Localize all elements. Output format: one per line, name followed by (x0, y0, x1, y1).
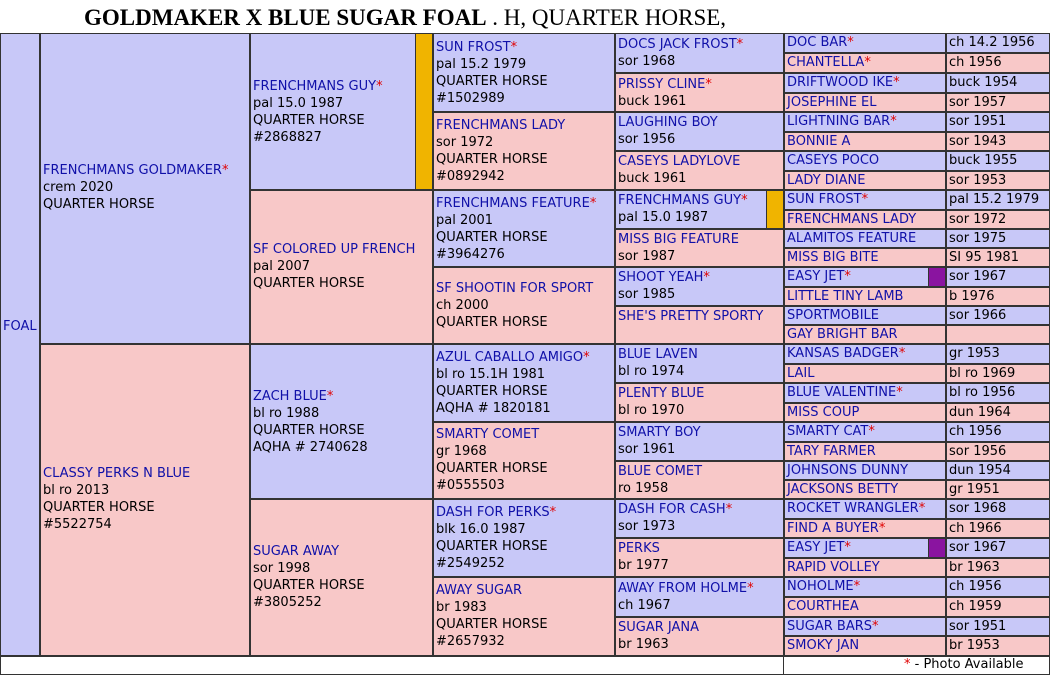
gen4-link[interactable]: CASEYS LADYLOVE (618, 154, 741, 169)
gen4-link[interactable]: AWAY FROM HOLME (618, 581, 748, 596)
gen5-link[interactable]: JACKSONS BETTY (787, 482, 899, 497)
photo-star: * (736, 37, 744, 52)
photo-star: * (703, 270, 710, 285)
gen5-info-cell: sor 1972 (946, 210, 1050, 229)
gen5-name-cell (784, 33, 946, 53)
gen5-info-cell: buck 1955 (946, 151, 1050, 171)
gen5-link[interactable]: EASY JET (787, 269, 845, 284)
gen2-ss-cell (250, 33, 433, 190)
gen5-link[interactable]: BONNIE A (787, 134, 851, 149)
gen5-link[interactable]: MISS COUP (787, 405, 860, 420)
gen3-reg: #2657932 (436, 634, 505, 649)
gen5-name-cell (784, 344, 946, 364)
gen3-link[interactable]: AZUL CABALLO AMIGO (436, 350, 584, 365)
gen4-link[interactable]: MISS BIG FEATURE (618, 232, 739, 247)
gen4-detail: buck 1961 (618, 171, 687, 186)
gen2-ss-reg: #2868827 (253, 130, 322, 145)
gen4-detail: sor 1968 (618, 54, 676, 69)
photo-star: * (549, 505, 557, 520)
gen5-link[interactable]: FIND A BUYER (787, 521, 879, 536)
photo-legend (904, 657, 1024, 672)
gen2-ds-detail: bl ro 1988 (253, 406, 320, 421)
gen5-name-cell (784, 93, 946, 112)
photo-star: * (705, 77, 712, 92)
gen4-cell (615, 499, 784, 538)
gen4-detail: buck 1961 (618, 94, 687, 109)
gen4-link[interactable]: PERKS (618, 541, 660, 556)
gen4-detail: sor 1956 (618, 132, 676, 147)
gen4-cell (615, 33, 784, 73)
page-title (84, 3, 1044, 33)
gen5-name-cell (784, 519, 946, 538)
gen5-info-cell: sor 1953 (946, 171, 1050, 190)
gen5-info-cell: sor 1951 (946, 112, 1050, 132)
gen5-name-cell (784, 190, 946, 210)
gen5-link[interactable]: SPORTMOBILE (787, 308, 880, 323)
photo-star: * (747, 581, 754, 596)
gen5-link[interactable]: SMOKY JAN (787, 638, 860, 653)
photo-star: * (864, 55, 871, 70)
foal-cell (0, 33, 40, 656)
gen1-dam-link[interactable]: CLASSY PERKS N BLUE (43, 466, 191, 481)
gen5-name-cell (784, 325, 946, 344)
gen3-cell (433, 499, 615, 577)
gen5-info-cell: buck 1954 (946, 73, 1050, 93)
purple-marker (928, 267, 946, 287)
gen5-name-cell (784, 364, 946, 383)
gen2-dd-reg: #3805252 (253, 595, 322, 610)
gen4-link[interactable]: FRENCHMANS GUY (618, 193, 742, 208)
gen4-detail: bl ro 1970 (618, 403, 685, 418)
gen4-detail: pal 15.0 1987 (618, 210, 709, 225)
gen4-link[interactable]: SUGAR JANA (618, 620, 700, 635)
gen5-name-cell (784, 287, 946, 306)
photo-star: * (853, 579, 861, 594)
gen3-breed: QUARTER HORSE (436, 461, 548, 476)
gen5-name-cell (784, 538, 946, 558)
gen5-name-cell (784, 442, 946, 461)
gen5-info-cell: sor 1957 (946, 93, 1050, 112)
gen4-cell (615, 617, 784, 656)
gen5-link[interactable]: ROCKET WRANGLER (787, 501, 919, 516)
photo-star: * (376, 79, 383, 94)
gen4-cell (615, 306, 784, 344)
gen1-sire-cell (40, 33, 250, 344)
gen1-dam-breed: QUARTER HORSE (43, 500, 155, 515)
gen5-link[interactable]: RAPID VOLLEY (787, 560, 880, 575)
gen3-link[interactable]: FRENCHMANS LADY (436, 118, 566, 133)
gen3-cell (433, 190, 615, 267)
gen5-link[interactable]: COURTHEA (787, 599, 859, 614)
photo-star: * (918, 501, 926, 516)
gen4-link[interactable]: SMARTY BOY (618, 425, 701, 440)
gen5-info-cell: sor 1967 (946, 538, 1050, 558)
gen3-breed: QUARTER HORSE (436, 74, 548, 89)
gen4-cell (615, 422, 784, 461)
gen3-breed: QUARTER HORSE (436, 384, 548, 399)
gen5-info-cell: sor 1966 (946, 306, 1050, 325)
gen3-link[interactable]: DASH FOR PERKS (436, 505, 550, 520)
gen5-name-cell (784, 73, 946, 93)
gen5-link[interactable]: CASEYS POCO (787, 153, 880, 168)
gen4-detail: sor 1961 (618, 442, 676, 457)
gen4-link[interactable]: BLUE LAVEN (618, 347, 698, 362)
gen2-ss-detail: pal 15.0 1987 (253, 96, 344, 111)
gen3-cell (433, 33, 615, 112)
gen5-name-cell (784, 248, 946, 267)
gen5-link[interactable]: BLUE VALENTINE (787, 385, 897, 400)
gen5-link[interactable]: KANSAS BADGER (787, 346, 899, 361)
gen5-name-cell (784, 461, 946, 480)
legend-divider (783, 656, 784, 675)
gen3-link[interactable]: SF SHOOTIN FOR SPORT (436, 281, 594, 296)
gen5-info-cell: bl ro 1969 (946, 364, 1050, 383)
photo-star: * (896, 385, 903, 400)
gen3-detail: bl ro 15.1H 1981 (436, 367, 546, 382)
photo-star: * (878, 521, 886, 536)
gen3-detail: blk 16.0 1987 (436, 522, 526, 537)
photo-star: * (589, 196, 597, 211)
gen3-breed: QUARTER HORSE (436, 152, 548, 167)
gen5-link[interactable]: LADY DIANE (787, 173, 866, 188)
gen4-detail: sor 1973 (618, 519, 676, 534)
gen4-cell (615, 267, 784, 306)
gen5-link[interactable]: JOHNSONS DUNNY (787, 463, 909, 478)
gen5-name-cell (784, 577, 946, 597)
gen3-breed: QUARTER HORSE (436, 539, 548, 554)
gen3-link[interactable]: AWAY SUGAR (436, 583, 523, 598)
gen5-link[interactable]: LIGHTNING BAR (787, 114, 891, 129)
gen3-link[interactable]: SUN FROST (436, 40, 511, 55)
gen3-reg: AQHA # 1820181 (436, 401, 551, 416)
gen4-link[interactable]: PLENTY BLUE (618, 386, 705, 401)
gen3-detail: ch 2000 (436, 298, 489, 313)
legend-text: - Photo Available (910, 657, 1024, 672)
gen3-detail: pal 15.2 1979 (436, 57, 527, 72)
gen5-name-cell (784, 306, 946, 325)
photo-star: * (725, 502, 733, 517)
gen3-link[interactable]: SMARTY COMET (436, 427, 540, 442)
gen5-name-cell (784, 403, 946, 422)
gen5-info-cell: sor 1975 (946, 229, 1050, 248)
gen1-sire-detail: crem 2020 (43, 180, 114, 195)
gen1-sire-breed: QUARTER HORSE (43, 197, 155, 212)
gen5-info-cell: bl ro 1956 (946, 383, 1050, 403)
gen5-name-cell (784, 617, 946, 636)
gen5-info-cell: SI 95 1981 (946, 248, 1050, 267)
gen4-cell (615, 112, 784, 151)
gen4-detail: br 1963 (618, 637, 669, 652)
gen5-link[interactable]: LITTLE TINY LAMB (787, 289, 904, 304)
gen5-name-cell (784, 112, 946, 132)
gen5-info-cell: br 1953 (946, 636, 1050, 656)
photo-star: * (893, 75, 900, 90)
gen5-name-cell (784, 132, 946, 151)
gen4-cell (615, 73, 784, 112)
gen4-link[interactable]: LAUGHING BOY (618, 115, 718, 130)
gen3-detail: gr 1968 (436, 444, 487, 459)
gen4-detail: br 1977 (618, 558, 669, 573)
photo-star: * (872, 619, 879, 634)
photo-star: * (844, 269, 851, 284)
gen5-info-cell: ch 1956 (946, 422, 1050, 442)
gen5-name-cell (784, 558, 946, 577)
gen5-info-cell (946, 325, 1050, 344)
gen5-link[interactable]: GAY BRIGHT BAR (787, 327, 898, 342)
gen5-info-cell: gr 1953 (946, 344, 1050, 364)
gen2-ds-cell (250, 344, 433, 499)
gen5-info-cell: dun 1964 (946, 403, 1050, 422)
gen5-link[interactable]: TARY FARMER (787, 444, 876, 459)
gen4-detail: sor 1985 (618, 287, 676, 302)
gen4-link[interactable]: BLUE COMET (618, 464, 703, 479)
photo-star: * (326, 389, 334, 404)
photo-star: * (583, 350, 590, 365)
gen3-detail: pal 2001 (436, 213, 494, 228)
gen5-info-cell: br 1963 (946, 558, 1050, 577)
legend-star: * (904, 657, 911, 672)
gen5-name-cell (784, 229, 946, 248)
photo-star: * (844, 540, 851, 555)
gen5-info-cell: gr 1951 (946, 480, 1050, 499)
gen5-link[interactable]: CHANTELLA (787, 55, 865, 70)
gen5-info-cell: ch 1959 (946, 597, 1050, 617)
gen4-cell (615, 538, 784, 577)
gen4-link[interactable]: DOCS JACK FROST (618, 37, 737, 52)
gen5-name-cell (784, 636, 946, 656)
gen5-name-cell (784, 267, 946, 287)
gen4-detail: bl ro 1974 (618, 364, 685, 379)
gen3-reg: #2549252 (436, 556, 505, 571)
title-names: GOLDMAKER X BLUE SUGAR FOAL (84, 5, 487, 30)
gen1-dam-cell (40, 344, 250, 656)
foal-link[interactable]: FOAL (3, 319, 37, 334)
gen5-info-cell: b 1976 (946, 287, 1050, 306)
gen2-sd-link[interactable]: SF COLORED UP FRENCH (253, 242, 416, 257)
gen5-info-cell: ch 14.2 1956 (946, 33, 1050, 53)
legend-row (0, 656, 1050, 675)
gen3-reg: #0555503 (436, 478, 505, 493)
photo-star: * (510, 40, 518, 55)
gen5-name-cell (784, 151, 946, 171)
gen2-sd-breed: QUARTER HORSE (253, 276, 365, 291)
gen5-link[interactable]: EASY JET (787, 540, 845, 555)
gen3-cell (433, 112, 615, 190)
title-info: . H, QUARTER HORSE, (486, 5, 727, 30)
gen4-cell (615, 229, 784, 267)
gen5-info-cell: sor 1943 (946, 132, 1050, 151)
gen3-reg: #0892942 (436, 169, 505, 184)
gen5-info-cell: pal 15.2 1979 (946, 190, 1050, 210)
gen4-link[interactable]: PRISSY CLINE (618, 77, 706, 92)
gen4-detail: sor 1987 (618, 249, 676, 264)
gen2-sd-detail: pal 2007 (253, 259, 311, 274)
gen5-name-cell (784, 53, 946, 73)
gen3-detail: sor 1972 (436, 135, 494, 150)
gen5-name-cell (784, 210, 946, 229)
gen2-sd-cell (250, 190, 433, 344)
gen3-cell (433, 344, 615, 422)
photo-star: * (221, 163, 229, 178)
gen3-breed: QUARTER HORSE (436, 230, 548, 245)
gen5-name-cell (784, 171, 946, 190)
gen4-link[interactable]: SHE'S PRETTY SPORTY (618, 309, 764, 324)
gen5-link[interactable]: FRENCHMANS LADY (787, 212, 917, 227)
gen2-dd-detail: sor 1998 (253, 561, 311, 576)
gold-marker (415, 33, 433, 190)
gen5-link[interactable]: JOSEPHINE EL (787, 95, 877, 110)
gen5-info-cell: ch 1956 (946, 53, 1050, 73)
gen3-reg: #3964276 (436, 247, 505, 262)
gen5-link[interactable]: NOHOLME (787, 579, 854, 594)
gen1-dam-reg: #5522754 (43, 517, 112, 532)
gen5-name-cell (784, 597, 946, 617)
photo-star: * (898, 346, 906, 361)
gen4-detail: ch 1967 (618, 598, 671, 613)
photo-star: * (868, 424, 875, 439)
gen2-dd-breed: QUARTER HORSE (253, 578, 365, 593)
gen5-name-cell (784, 422, 946, 442)
gen5-name-cell (784, 383, 946, 403)
photo-star: * (890, 114, 897, 129)
gen4-cell (615, 344, 784, 383)
gen2-ds-reg: AQHA # 2740628 (253, 440, 368, 455)
gen5-link[interactable]: SUGAR BARS (787, 619, 872, 634)
gen5-info-cell: sor 1956 (946, 442, 1050, 461)
gen3-detail: br 1983 (436, 600, 487, 615)
gen4-link[interactable]: DASH FOR CASH (618, 502, 726, 517)
gen2-ds-breed: QUARTER HORSE (253, 423, 365, 438)
gen5-name-cell (784, 499, 946, 519)
gen5-link[interactable]: MISS BIG BITE (787, 250, 879, 265)
gen5-info-cell: ch 1966 (946, 519, 1050, 538)
gen4-detail: ro 1958 (618, 481, 669, 496)
gen5-name-cell (784, 480, 946, 499)
gen5-info-cell: sor 1968 (946, 499, 1050, 519)
gen4-cell (615, 383, 784, 422)
gen5-link[interactable]: ALAMITOS FEATURE (787, 231, 917, 246)
gen5-link[interactable]: LAIL (787, 366, 815, 381)
gen3-breed: QUARTER HORSE (436, 617, 548, 632)
photo-star: * (847, 35, 854, 50)
gen3-breed: QUARTER HORSE (436, 315, 548, 330)
gen4-cell (615, 151, 784, 190)
photo-star: * (861, 192, 869, 207)
gen5-info-cell: sor 1967 (946, 267, 1050, 287)
gen2-ds-link[interactable]: ZACH BLUE (253, 389, 327, 404)
gen3-cell (433, 267, 615, 344)
gen1-dam-detail: bl ro 2013 (43, 483, 110, 498)
gen3-cell (433, 422, 615, 499)
gold-marker (766, 190, 784, 229)
gen3-reg: #1502989 (436, 91, 505, 106)
gen5-info-cell: sor 1951 (946, 617, 1050, 636)
purple-marker (928, 538, 946, 558)
gen5-link[interactable]: DOC BAR (787, 35, 848, 50)
gen1-sire-link[interactable]: FRENCHMANS GOLDMAKER (43, 163, 222, 178)
gen4-cell (615, 190, 784, 229)
gen2-ss-link[interactable]: FRENCHMANS GUY (253, 79, 377, 94)
gen5-info-cell: ch 1956 (946, 577, 1050, 597)
gen5-link[interactable]: SUN FROST (787, 192, 862, 207)
gen4-link[interactable]: SHOOT YEAH (618, 270, 704, 285)
gen5-link[interactable]: DRIFTWOOD IKE (787, 75, 894, 90)
gen2-dd-cell (250, 499, 433, 656)
gen2-dd-link[interactable]: SUGAR AWAY (253, 544, 340, 559)
gen4-cell (615, 577, 784, 617)
gen4-cell (615, 461, 784, 499)
gen3-link[interactable]: FRENCHMANS FEATURE (436, 196, 590, 211)
gen5-link[interactable]: SMARTY CAT (787, 424, 869, 439)
gen3-cell (433, 577, 615, 656)
gen2-ss-breed: QUARTER HORSE (253, 113, 365, 128)
gen5-info-cell: dun 1954 (946, 461, 1050, 480)
photo-star: * (741, 193, 748, 208)
